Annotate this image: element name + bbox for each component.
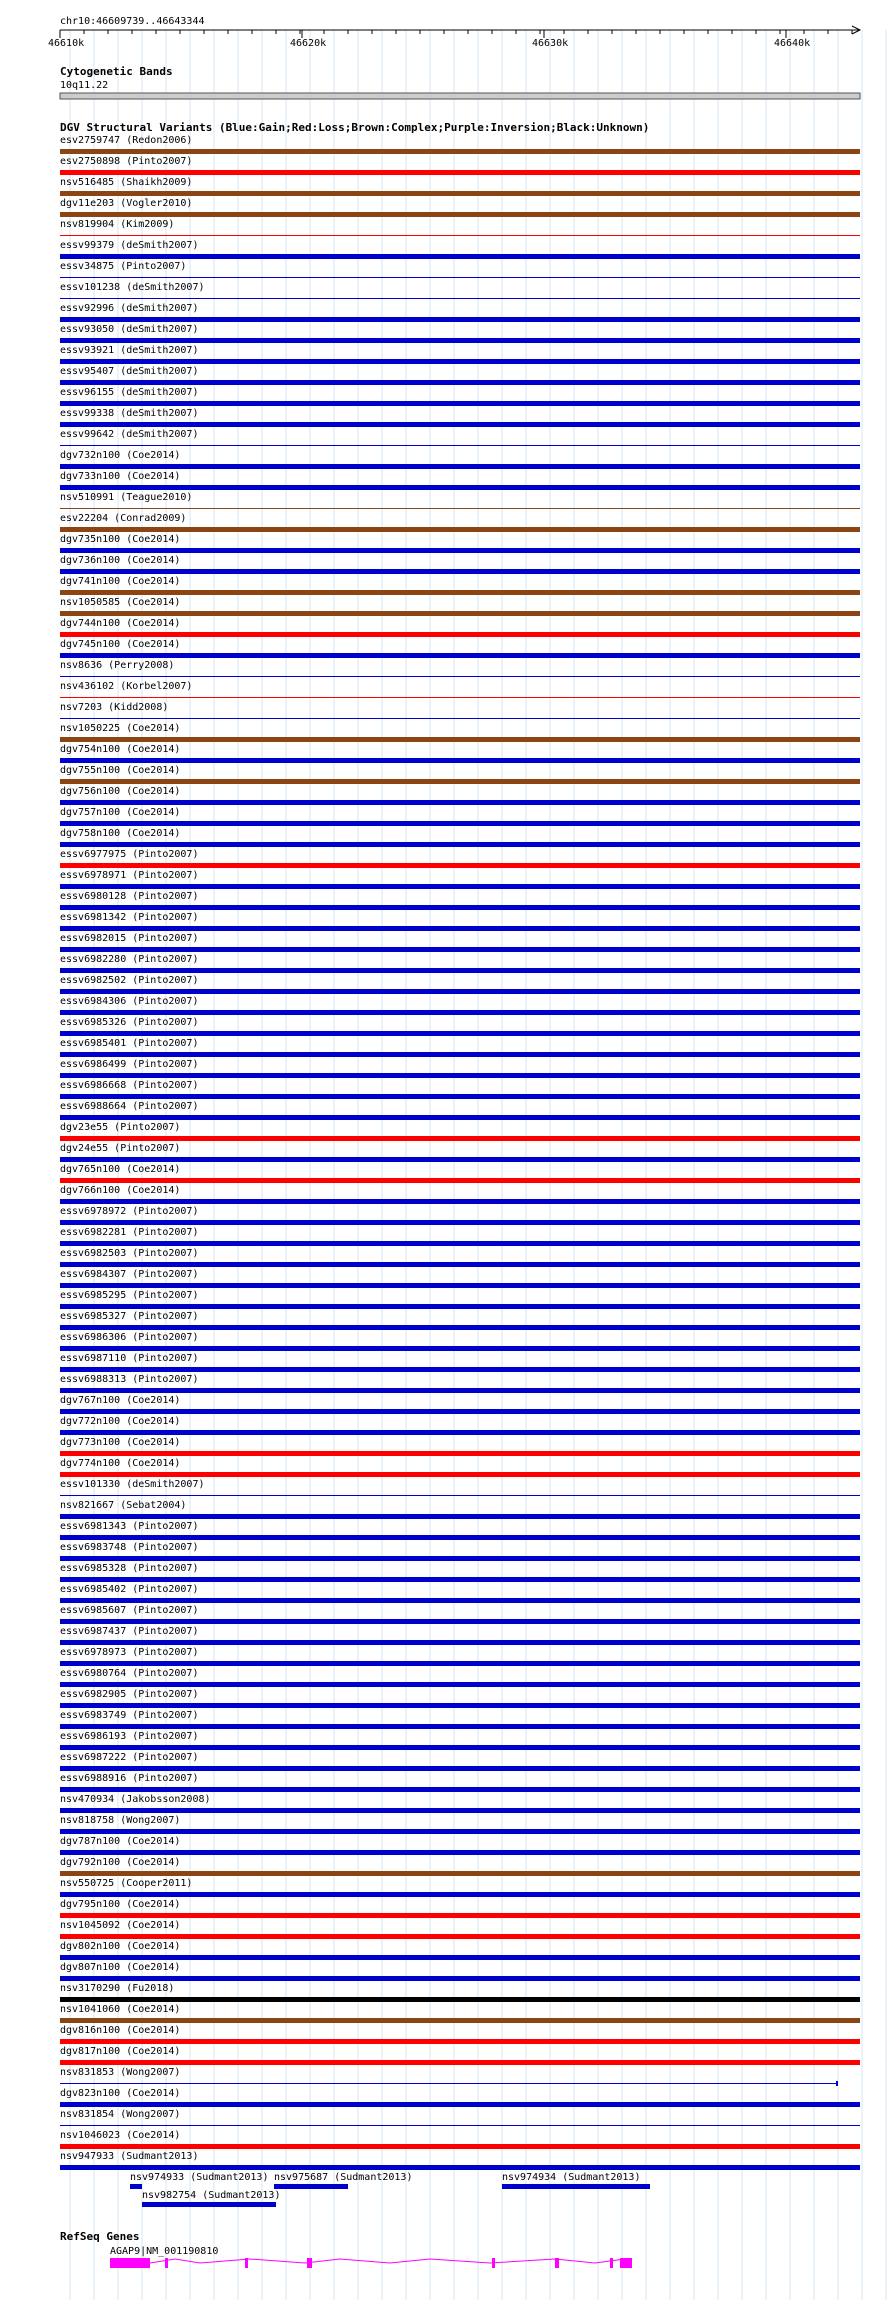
sv-label: essv6983749 (Pinto2007) bbox=[60, 1710, 199, 1721]
sv-feature-bar[interactable] bbox=[60, 884, 860, 889]
sv-label: dgv767n100 (Coe2014) bbox=[60, 1395, 181, 1406]
gene-model-agap9[interactable] bbox=[110, 2258, 632, 2268]
sv-label: esv2759747 (Redon2006) bbox=[60, 135, 193, 146]
sv-label: nsv3170290 (Fu2018) bbox=[60, 1983, 175, 1994]
sv-label: essv6985295 (Pinto2007) bbox=[60, 1290, 199, 1301]
gene-exon bbox=[620, 2258, 632, 2268]
refseq-track-title: RefSeq Genes bbox=[60, 2230, 140, 2243]
sv-feature-bar[interactable] bbox=[60, 1829, 860, 1834]
sv-feature-bar[interactable] bbox=[60, 1346, 860, 1351]
coordinate-readout: chr10:46609739..46643344 bbox=[60, 16, 205, 27]
sv-label: essv6977975 (Pinto2007) bbox=[60, 849, 199, 860]
sv-label: dgv754n100 (Coe2014) bbox=[60, 744, 181, 755]
sv-feature-bar[interactable] bbox=[60, 632, 860, 637]
sv-feature-bar[interactable] bbox=[60, 653, 860, 658]
sv-feature-bar[interactable] bbox=[60, 170, 860, 175]
sv-feature-bar[interactable] bbox=[60, 1577, 860, 1582]
sv-feature-bar[interactable] bbox=[60, 464, 860, 469]
sv-label: essv6982502 (Pinto2007) bbox=[60, 975, 199, 986]
gene-exon bbox=[165, 2258, 168, 2268]
sv-label: essv92996 (deSmith2007) bbox=[60, 303, 199, 314]
gene-exon bbox=[110, 2258, 150, 2268]
sv-label: dgv735n100 (Coe2014) bbox=[60, 534, 181, 545]
sv-feature-bar[interactable] bbox=[60, 2165, 860, 2170]
sv-label: nsv831854 (Wong2007) bbox=[60, 2109, 181, 2120]
sv-feature-bar[interactable] bbox=[60, 1745, 860, 1750]
sv-label: nsv975687 (Sudmant2013) bbox=[274, 2172, 413, 2183]
sv-label: essv6986499 (Pinto2007) bbox=[60, 1059, 199, 1070]
sv-feature-bar[interactable] bbox=[60, 149, 860, 154]
sv-label: nsv550725 (Cooper2011) bbox=[60, 1878, 193, 1889]
sv-feature-bar[interactable] bbox=[60, 1703, 860, 1708]
sv-feature-bar[interactable] bbox=[60, 1514, 860, 1519]
sv-feature-bar[interactable] bbox=[60, 968, 860, 973]
sv-label: dgv787n100 (Coe2014) bbox=[60, 1836, 181, 1847]
sv-feature-bar[interactable] bbox=[60, 1010, 860, 1015]
sv-label: dgv758n100 (Coe2014) bbox=[60, 828, 181, 839]
sv-label: esv22204 (Conrad2009) bbox=[60, 513, 187, 524]
sv-label: essv6985607 (Pinto2007) bbox=[60, 1605, 199, 1616]
sv-label: essv93921 (deSmith2007) bbox=[60, 345, 199, 356]
sv-label: dgv11e203 (Vogler2010) bbox=[60, 198, 193, 209]
sv-label: essv6987222 (Pinto2007) bbox=[60, 1752, 199, 1763]
sv-label: dgv823n100 (Coe2014) bbox=[60, 2088, 181, 2099]
sv-feature-bar[interactable] bbox=[60, 1220, 860, 1225]
sv-label: essv6978972 (Pinto2007) bbox=[60, 1206, 199, 1217]
sv-label: nsv974933 (Sudmant2013) bbox=[130, 2172, 269, 2183]
cytoband-track-title: Cytogenetic Bands bbox=[60, 65, 173, 78]
sv-feature-bar[interactable] bbox=[60, 212, 860, 217]
sv-feature-bar[interactable] bbox=[60, 569, 860, 574]
sv-feature-bar[interactable] bbox=[60, 1409, 860, 1414]
sv-feature-bar[interactable] bbox=[60, 1787, 860, 1792]
sv-label: nsv821667 (Sebat2004) bbox=[60, 1500, 187, 1511]
sv-feature-bar[interactable] bbox=[60, 989, 860, 994]
sv-feature-bar[interactable] bbox=[60, 1997, 860, 2002]
sv-feature-bar[interactable] bbox=[60, 2060, 860, 2065]
sv-feature-bar[interactable] bbox=[60, 1073, 860, 1078]
sv-feature-bar[interactable] bbox=[60, 2018, 860, 2023]
sv-label: dgv733n100 (Coe2014) bbox=[60, 471, 181, 482]
sv-label: dgv765n100 (Coe2014) bbox=[60, 1164, 181, 1175]
sv-feature-bar[interactable] bbox=[60, 338, 860, 343]
sv-label: essv99379 (deSmith2007) bbox=[60, 240, 199, 251]
sv-label: dgv802n100 (Coe2014) bbox=[60, 1941, 181, 1952]
ruler-ticks bbox=[48, 30, 852, 49]
sv-label: dgv792n100 (Coe2014) bbox=[60, 1857, 181, 1868]
sv-label: essv6982281 (Pinto2007) bbox=[60, 1227, 199, 1238]
sv-feature-bar[interactable] bbox=[60, 863, 860, 868]
sv-label: nsv974934 (Sudmant2013) bbox=[502, 2172, 641, 2183]
sv-feature-bar[interactable] bbox=[60, 1178, 860, 1183]
sv-label: nsv947933 (Sudmant2013) bbox=[60, 2151, 199, 2162]
sv-feature-bar[interactable] bbox=[60, 821, 860, 826]
cytoband-label: 10q11.22 bbox=[60, 80, 109, 91]
sv-label: essv6982905 (Pinto2007) bbox=[60, 1689, 199, 1700]
sv-label: esv2750898 (Pinto2007) bbox=[60, 156, 193, 167]
sv-feature-end-cap bbox=[836, 2081, 838, 2086]
sv-feature-bar[interactable] bbox=[60, 422, 860, 427]
sv-feature-bar[interactable] bbox=[60, 191, 860, 196]
sv-feature-bar[interactable] bbox=[60, 1808, 860, 1813]
sv-feature-bar[interactable] bbox=[60, 380, 860, 385]
sv-feature-bar[interactable] bbox=[60, 445, 860, 446]
sv-feature-bar[interactable] bbox=[60, 1913, 860, 1918]
sv-feature-bar[interactable] bbox=[502, 2184, 650, 2189]
dgv-sudmant-features bbox=[130, 2172, 650, 2207]
sv-feature-bar[interactable] bbox=[60, 737, 860, 742]
sv-feature-bar[interactable] bbox=[60, 298, 860, 299]
sv-feature-bar[interactable] bbox=[60, 1640, 860, 1645]
sv-feature-bar[interactable] bbox=[60, 1304, 860, 1309]
sv-label: nsv436102 (Korbel2007) bbox=[60, 681, 193, 692]
sv-feature-bar[interactable] bbox=[60, 401, 860, 406]
sv-feature-bar[interactable] bbox=[60, 590, 860, 595]
sv-label: essv6980764 (Pinto2007) bbox=[60, 1668, 199, 1679]
sv-feature-bar[interactable] bbox=[60, 1892, 860, 1897]
sv-label: essv6978973 (Pinto2007) bbox=[60, 1647, 199, 1658]
sv-label: nsv1050585 (Coe2014) bbox=[60, 597, 181, 608]
gene-exon bbox=[492, 2258, 495, 2268]
sv-label: dgv23e55 (Pinto2007) bbox=[60, 1122, 181, 1133]
sv-feature-bar[interactable] bbox=[60, 697, 860, 698]
sv-label: dgv744n100 (Coe2014) bbox=[60, 618, 181, 629]
sv-label: nsv982754 (Sudmant2013) bbox=[142, 2190, 281, 2201]
sv-label: essv6988664 (Pinto2007) bbox=[60, 1101, 199, 1112]
sv-feature-bar[interactable] bbox=[60, 1976, 860, 1981]
sv-label: essv6985328 (Pinto2007) bbox=[60, 1563, 199, 1574]
sv-feature-bar[interactable] bbox=[60, 1094, 860, 1099]
sv-label: essv6985402 (Pinto2007) bbox=[60, 1584, 199, 1595]
sv-label: dgv755n100 (Coe2014) bbox=[60, 765, 181, 776]
sv-label: essv93050 (deSmith2007) bbox=[60, 324, 199, 335]
sv-label: dgv24e55 (Pinto2007) bbox=[60, 1143, 181, 1154]
sv-label: essv6987110 (Pinto2007) bbox=[60, 1353, 199, 1364]
sv-feature-bar[interactable] bbox=[60, 277, 860, 278]
sv-feature-bar[interactable] bbox=[60, 548, 860, 553]
sv-label: dgv773n100 (Coe2014) bbox=[60, 1437, 181, 1448]
sv-feature-bar[interactable] bbox=[60, 235, 860, 236]
sv-feature-bar[interactable] bbox=[60, 611, 860, 616]
sv-label: essv6985401 (Pinto2007) bbox=[60, 1038, 199, 1049]
sv-label: nsv1045092 (Coe2014) bbox=[60, 1920, 181, 1931]
gene-intron-line bbox=[150, 2259, 625, 2263]
sv-label: essv6988916 (Pinto2007) bbox=[60, 1773, 199, 1784]
sv-feature-bar[interactable] bbox=[60, 1451, 860, 1456]
sv-label: dgv745n100 (Coe2014) bbox=[60, 639, 181, 650]
gene-exon bbox=[245, 2258, 248, 2268]
sv-feature-bar[interactable] bbox=[60, 1682, 860, 1687]
sv-feature-bar[interactable] bbox=[60, 1262, 860, 1267]
sv-feature-bar[interactable] bbox=[60, 758, 860, 763]
sv-label: nsv7203 (Kidd2008) bbox=[60, 702, 169, 713]
sv-feature-bar[interactable] bbox=[60, 1871, 860, 1876]
cytoband-bar[interactable] bbox=[60, 93, 860, 99]
sv-feature-bar[interactable] bbox=[60, 1388, 860, 1393]
sv-feature-bar[interactable] bbox=[60, 1661, 860, 1666]
ruler-tick-label: 46610k bbox=[48, 38, 85, 49]
sv-feature-bar[interactable] bbox=[60, 1136, 860, 1141]
sv-label: essv6986668 (Pinto2007) bbox=[60, 1080, 199, 1091]
sv-feature-bar[interactable] bbox=[60, 1199, 860, 1204]
sv-feature-bar[interactable] bbox=[130, 2184, 142, 2189]
sv-label: essv6985327 (Pinto2007) bbox=[60, 1311, 199, 1322]
sv-label: essv101238 (deSmith2007) bbox=[60, 282, 205, 293]
gene-exon bbox=[610, 2258, 613, 2268]
sv-label: dgv741n100 (Coe2014) bbox=[60, 576, 181, 587]
sv-feature-bar[interactable] bbox=[60, 1724, 860, 1729]
gene-label: AGAP9|NM_001190810 bbox=[110, 2246, 219, 2257]
sv-label: dgv807n100 (Coe2014) bbox=[60, 1962, 181, 1973]
sv-feature-bar[interactable] bbox=[60, 1934, 860, 1939]
sv-label: nsv516485 (Shaikh2009) bbox=[60, 177, 193, 188]
sv-label: nsv510991 (Teague2010) bbox=[60, 492, 193, 503]
dgv-feature-rows bbox=[60, 135, 860, 2170]
sv-feature-bar[interactable] bbox=[60, 1283, 860, 1288]
sv-label: essv6988313 (Pinto2007) bbox=[60, 1374, 199, 1385]
sv-label: essv34875 (Pinto2007) bbox=[60, 261, 187, 272]
gene-exon bbox=[555, 2258, 559, 2268]
sv-label: essv6985326 (Pinto2007) bbox=[60, 1017, 199, 1028]
ruler-tick-label: 46640k bbox=[774, 38, 811, 49]
sv-feature-bar[interactable] bbox=[60, 800, 860, 805]
sv-feature-bar[interactable] bbox=[60, 508, 860, 509]
sv-feature-bar[interactable] bbox=[60, 2102, 860, 2107]
sv-feature-bar[interactable] bbox=[60, 1495, 860, 1496]
sv-feature-bar[interactable] bbox=[60, 947, 860, 952]
sv-feature-bar[interactable] bbox=[60, 317, 860, 322]
sv-feature-bar[interactable] bbox=[60, 842, 860, 847]
sv-feature-bar[interactable] bbox=[60, 1115, 860, 1120]
sv-feature-bar[interactable] bbox=[60, 485, 860, 490]
sv-label: essv95407 (deSmith2007) bbox=[60, 366, 199, 377]
sv-feature-bar[interactable] bbox=[60, 1472, 860, 1477]
sv-feature-bar[interactable] bbox=[60, 676, 860, 677]
sv-feature-bar[interactable] bbox=[274, 2184, 348, 2189]
sv-feature-bar[interactable] bbox=[60, 1850, 860, 1855]
sv-label: nsv819904 (Kim2009) bbox=[60, 219, 175, 230]
sv-label: essv6982015 (Pinto2007) bbox=[60, 933, 199, 944]
sv-label: essv6980128 (Pinto2007) bbox=[60, 891, 199, 902]
sv-feature-bar[interactable] bbox=[60, 1535, 860, 1540]
sv-feature-bar[interactable] bbox=[60, 359, 860, 364]
sv-label: dgv795n100 (Coe2014) bbox=[60, 1899, 181, 1910]
sv-label: essv6983748 (Pinto2007) bbox=[60, 1542, 199, 1553]
sv-feature-bar[interactable] bbox=[142, 2202, 276, 2207]
sv-label: nsv831853 (Wong2007) bbox=[60, 2067, 181, 2078]
sv-label: essv6981343 (Pinto2007) bbox=[60, 1521, 199, 1532]
sv-label: essv96155 (deSmith2007) bbox=[60, 387, 199, 398]
sv-label: nsv1046023 (Coe2014) bbox=[60, 2130, 181, 2141]
sv-label: dgv756n100 (Coe2014) bbox=[60, 786, 181, 797]
sv-feature-bar[interactable] bbox=[60, 2125, 860, 2126]
sv-label: nsv8636 (Perry2008) bbox=[60, 660, 175, 671]
sv-feature-bar[interactable] bbox=[60, 1367, 860, 1372]
sv-feature-bar[interactable] bbox=[60, 1619, 860, 1624]
sv-feature-bar[interactable] bbox=[60, 926, 860, 931]
sv-label: essv6981342 (Pinto2007) bbox=[60, 912, 199, 923]
sv-label: essv6986193 (Pinto2007) bbox=[60, 1731, 199, 1742]
ruler-tick-label: 46620k bbox=[290, 38, 327, 49]
sv-label: dgv766n100 (Coe2014) bbox=[60, 1185, 181, 1196]
sv-label: essv6987437 (Pinto2007) bbox=[60, 1626, 199, 1637]
sv-feature-bar[interactable] bbox=[60, 254, 860, 259]
sv-feature-bar[interactable] bbox=[60, 779, 860, 784]
sv-label: essv6982280 (Pinto2007) bbox=[60, 954, 199, 965]
sv-label: essv101330 (deSmith2007) bbox=[60, 1479, 205, 1490]
sv-label: dgv774n100 (Coe2014) bbox=[60, 1458, 181, 1469]
sv-feature-bar[interactable] bbox=[60, 527, 860, 532]
sv-label: essv99642 (deSmith2007) bbox=[60, 429, 199, 440]
dgv-track-title: DGV Structural Variants (Blue:Gain;Red:Loss;Brown:Complex;Purple:Inversion;Black:Unknown) bbox=[60, 121, 650, 134]
ruler-tick-label: 46630k bbox=[532, 38, 569, 49]
sv-label: dgv736n100 (Coe2014) bbox=[60, 555, 181, 566]
sv-feature-bar[interactable] bbox=[60, 1241, 860, 1246]
sv-label: dgv816n100 (Coe2014) bbox=[60, 2025, 181, 2036]
sv-label: essv6984306 (Pinto2007) bbox=[60, 996, 199, 1007]
sv-label: essv6982503 (Pinto2007) bbox=[60, 1248, 199, 1259]
sv-feature-bar[interactable] bbox=[60, 1325, 860, 1330]
sv-label: essv6984307 (Pinto2007) bbox=[60, 1269, 199, 1280]
sv-feature-bar[interactable] bbox=[60, 1052, 860, 1057]
sv-label: dgv772n100 (Coe2014) bbox=[60, 1416, 181, 1427]
sv-label: nsv1041060 (Coe2014) bbox=[60, 2004, 181, 2015]
sv-label: dgv817n100 (Coe2014) bbox=[60, 2046, 181, 2057]
sv-label: essv6978971 (Pinto2007) bbox=[60, 870, 199, 881]
sv-label: essv99338 (deSmith2007) bbox=[60, 408, 199, 419]
sv-label: nsv818758 (Wong2007) bbox=[60, 1815, 181, 1826]
sv-feature-bar[interactable] bbox=[60, 1955, 860, 1960]
sv-feature-bar[interactable] bbox=[60, 2039, 860, 2044]
sv-feature-bar[interactable] bbox=[60, 2144, 860, 2149]
sv-feature-bar[interactable] bbox=[60, 905, 860, 910]
sv-label: nsv470934 (Jakobsson2008) bbox=[60, 1794, 211, 1805]
sv-label: nsv1050225 (Coe2014) bbox=[60, 723, 181, 734]
sv-label: dgv757n100 (Coe2014) bbox=[60, 807, 181, 818]
sv-feature-bar[interactable] bbox=[60, 1556, 860, 1561]
sv-feature-bar[interactable] bbox=[60, 1598, 860, 1603]
sv-feature-bar[interactable] bbox=[60, 1031, 860, 1036]
sv-feature-bar[interactable] bbox=[60, 1157, 860, 1162]
sv-feature-bar[interactable] bbox=[60, 1430, 860, 1435]
gene-exon bbox=[307, 2258, 312, 2268]
sv-feature-bar[interactable] bbox=[60, 718, 860, 719]
sv-label: dgv732n100 (Coe2014) bbox=[60, 450, 181, 461]
sv-feature-bar[interactable] bbox=[60, 2083, 838, 2084]
sv-feature-bar[interactable] bbox=[60, 1766, 860, 1771]
sv-label: essv6986306 (Pinto2007) bbox=[60, 1332, 199, 1343]
